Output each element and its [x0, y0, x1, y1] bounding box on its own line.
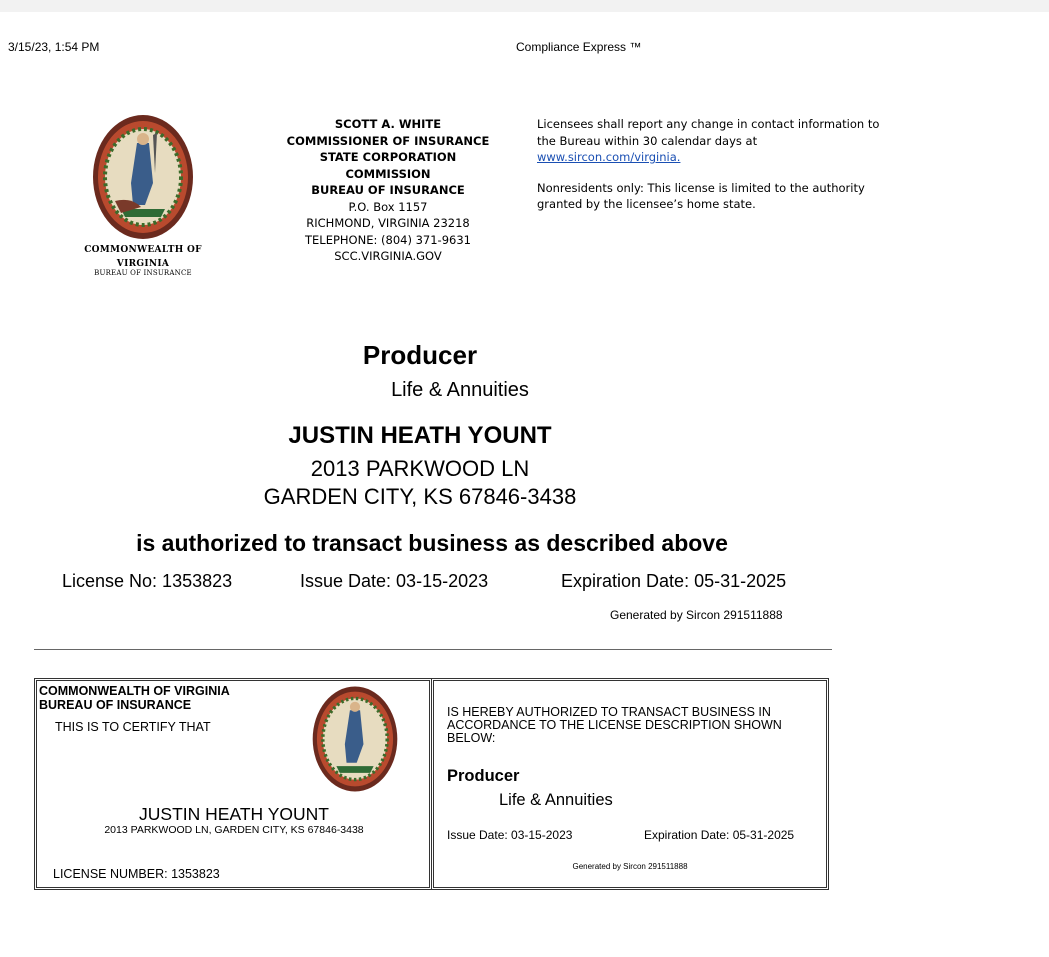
divider: [34, 649, 832, 650]
authorized-statement: is authorized to transact business as described above: [136, 530, 728, 556]
issue-date: Issue Date: 03-15-2023: [300, 571, 489, 591]
card-heading-line1: COMMONWEALTH OF VIRGINIA: [39, 684, 230, 698]
agency-line2: COMMISSION: [345, 166, 431, 181]
seal-caption-virginia: VIRGINIA: [116, 259, 170, 269]
state-seal-block: [72, 113, 214, 277]
card-generated-by: Generated by Sircon 291511888: [572, 862, 688, 871]
seal-caption-bureau: BUREAU OF INSURANCE: [94, 269, 192, 277]
card-line-of-authority: Life & Annuities: [499, 791, 613, 809]
notice-block: [537, 116, 897, 213]
card-license-number: LICENSE NUMBER: 1353823: [53, 867, 220, 881]
card-heading: [39, 684, 230, 712]
holder-address-line1: 2013 PARKWOOD LN: [310, 456, 530, 481]
card-holder-name: JUSTIN HEATH YOUNT: [139, 804, 329, 824]
expiration-date: Expiration Date: 05-31-2025: [561, 571, 787, 591]
card-certify: THIS IS TO CERTIFY THAT: [55, 720, 211, 734]
seal-caption-commonwealth: COMMONWEALTH OF: [84, 245, 202, 255]
nonresident-notice: Nonresidents only: This license is limited to the authority granted by the licensee’s home state.: [537, 180, 865, 211]
agency-line1: STATE CORPORATION: [319, 150, 457, 164]
commissioner-name: SCOTT A. WHITE: [334, 117, 442, 131]
license-type: Producer: [362, 340, 478, 370]
card-holder-address: 2013 PARKWOOD LN, GARDEN CITY, KS 67846-3438: [104, 824, 364, 836]
sircon-link[interactable]: www.sircon.com/virginia.: [537, 150, 681, 164]
contact-change-text: Licensees shall report any change in contact information to the Bureau within 30 calendar days at: [537, 117, 880, 148]
website: SCC.VIRGINIA.GOV: [334, 249, 442, 263]
card-issue-date: Issue Date: 03-15-2023: [447, 828, 573, 842]
license-number: License No: 1353823: [62, 571, 233, 591]
commissioner-title: COMMISSIONER OF INSURANCE: [286, 133, 490, 148]
line-of-authority: Life & Annuities: [391, 379, 529, 401]
commissioner-block: [275, 116, 501, 265]
virginia-seal-icon: [91, 113, 195, 241]
telephone: TELEPHONE: (804) 371-9631: [305, 232, 471, 247]
contact-change-notice: [537, 116, 897, 166]
print-datetime: 3/15/23, 1:54 PM: [8, 40, 100, 54]
holder-name: JUSTIN HEATH YOUNT: [288, 422, 552, 449]
card-authorized-text: IS HEREBY AUTHORIZED TO TRANSACT BUSINESS IN ACCORDANCE TO THE LICENSE DESCRIPTION SHOWN BELOW:: [447, 705, 782, 745]
bureau-name: BUREAU OF INSURANCE: [311, 183, 465, 197]
print-site-title: Compliance Express ™: [516, 40, 642, 54]
holder-address-line2: GARDEN CITY, KS 67846-3438: [263, 484, 577, 509]
city-line: RICHMOND, VIRGINIA 23218: [306, 216, 470, 230]
card-license-type: Producer: [447, 767, 520, 785]
generated-by: Generated by Sircon 291511888: [610, 608, 783, 622]
card-expiration-date: Expiration Date: 05-31-2025: [644, 828, 795, 842]
browser-print-bar: [0, 0, 1049, 12]
po-box: P.O. Box 1157: [348, 199, 428, 214]
card-seal-icon: [311, 683, 399, 795]
card-heading-line2: BUREAU OF INSURANCE: [39, 698, 192, 712]
